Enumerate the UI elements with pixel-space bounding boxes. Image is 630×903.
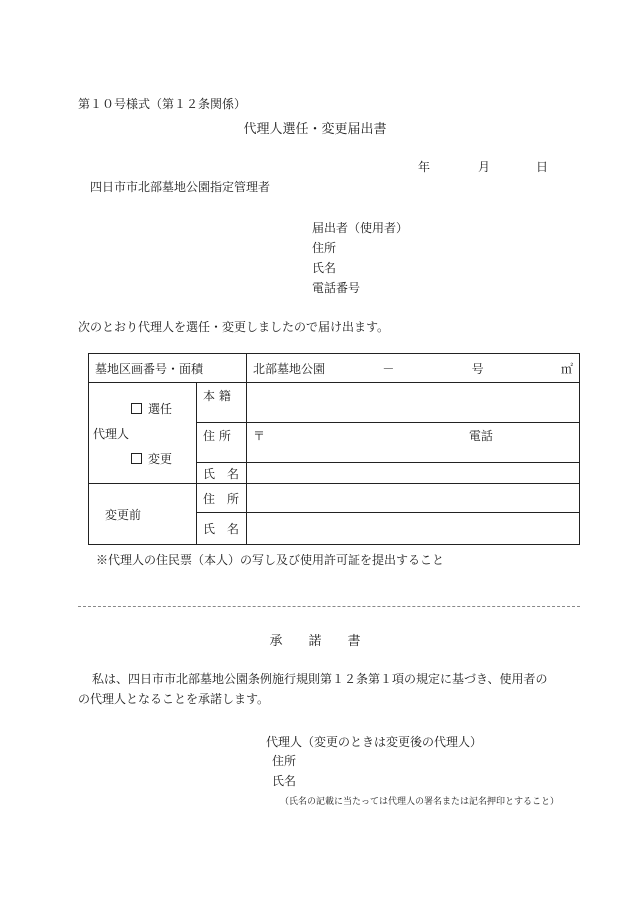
agent-form-table bbox=[88, 353, 580, 545]
consent-agent-heading: 代理人（変更のときは変更後の代理人） bbox=[266, 735, 483, 749]
addressee: 四日市市北部墓地公園指定管理者 bbox=[90, 180, 271, 194]
before-label: 変更前 bbox=[105, 507, 142, 522]
agent-name-value-cell[interactable] bbox=[247, 463, 580, 484]
signature-note: （氏名の記載に当たっては代理人の署名または記名押印とすること） bbox=[280, 797, 560, 807]
applicant-name-label: 氏名 bbox=[312, 261, 337, 275]
before-address-label-cell bbox=[197, 484, 247, 513]
consent-body-line1: 私は、四日市市北部墓地公園条例施行規則第１２条第１項の規定に基づき、使用者の bbox=[92, 672, 548, 686]
honseki-row bbox=[89, 383, 580, 423]
applicant-heading: 届出者（使用者） bbox=[312, 221, 409, 235]
agent-address-label-cell bbox=[197, 423, 247, 463]
intro-text: 次のとおり代理人を選任・変更しましたので届け出ます。 bbox=[78, 320, 390, 334]
before-address-label: 住 所 bbox=[203, 491, 240, 506]
agent-name-label: 氏 名 bbox=[203, 466, 240, 481]
honseki-value-cell[interactable] bbox=[247, 383, 580, 423]
change-checkbox[interactable] bbox=[131, 453, 142, 464]
before-name-value-cell[interactable] bbox=[247, 513, 580, 545]
agent-name-label-cell bbox=[197, 463, 247, 484]
consent-title: 承 諾 書 bbox=[269, 634, 361, 649]
attachment-note: ※代理人の住民票（本人）の写し及び使用許可証を提出すること bbox=[96, 553, 445, 567]
option-change-label: 変更 bbox=[148, 451, 173, 466]
page-title: 代理人選任・変更届出書 bbox=[243, 122, 387, 137]
agent-address-value-cell[interactable] bbox=[247, 423, 580, 463]
option-appoint[interactable] bbox=[93, 400, 192, 417]
agent-cell bbox=[89, 383, 197, 484]
postal-mark: 〒 bbox=[253, 429, 266, 443]
agent-phone-label: 電話 bbox=[468, 429, 493, 443]
plot-value-cell[interactable] bbox=[247, 354, 580, 383]
before-cell bbox=[89, 484, 197, 545]
date-year-label: 年 bbox=[418, 160, 431, 174]
applicant-phone-label: 電話番号 bbox=[312, 281, 361, 295]
appoint-checkbox[interactable] bbox=[131, 403, 142, 414]
plot-park-name: 北部墓地公園 bbox=[253, 361, 326, 376]
honseki-label-cell bbox=[197, 383, 247, 423]
plot-label-cell bbox=[89, 354, 247, 383]
consent-address-label: 住所 bbox=[272, 754, 297, 768]
option-appoint-label: 選任 bbox=[148, 401, 173, 416]
before-name-label: 氏 名 bbox=[203, 522, 240, 536]
plot-number-suffix: 号 bbox=[471, 361, 484, 376]
honseki-label: 本 籍 bbox=[203, 389, 231, 403]
plot-area-unit: ㎡ bbox=[560, 361, 573, 376]
form-number: 第１０号様式（第１２条関係） bbox=[78, 97, 247, 111]
plot-dash: － bbox=[382, 361, 395, 376]
before-address-row bbox=[89, 484, 580, 513]
date-month-label: 月 bbox=[478, 160, 491, 174]
before-name-label-cell bbox=[197, 513, 247, 545]
section-divider bbox=[78, 606, 580, 607]
plot-row bbox=[89, 354, 580, 383]
agent-address-label: 住 所 bbox=[203, 429, 231, 443]
consent-name-label: 氏名 bbox=[272, 774, 297, 788]
before-address-value-cell[interactable] bbox=[247, 484, 580, 513]
date-day-label: 日 bbox=[536, 160, 549, 174]
option-change[interactable] bbox=[93, 450, 192, 467]
plot-label: 墓地区画番号・面積 bbox=[95, 361, 204, 376]
applicant-address-label: 住所 bbox=[312, 241, 337, 255]
consent-body-line2: の代理人となることを承諾します。 bbox=[78, 692, 270, 706]
agent-label: 代理人 bbox=[93, 426, 130, 441]
